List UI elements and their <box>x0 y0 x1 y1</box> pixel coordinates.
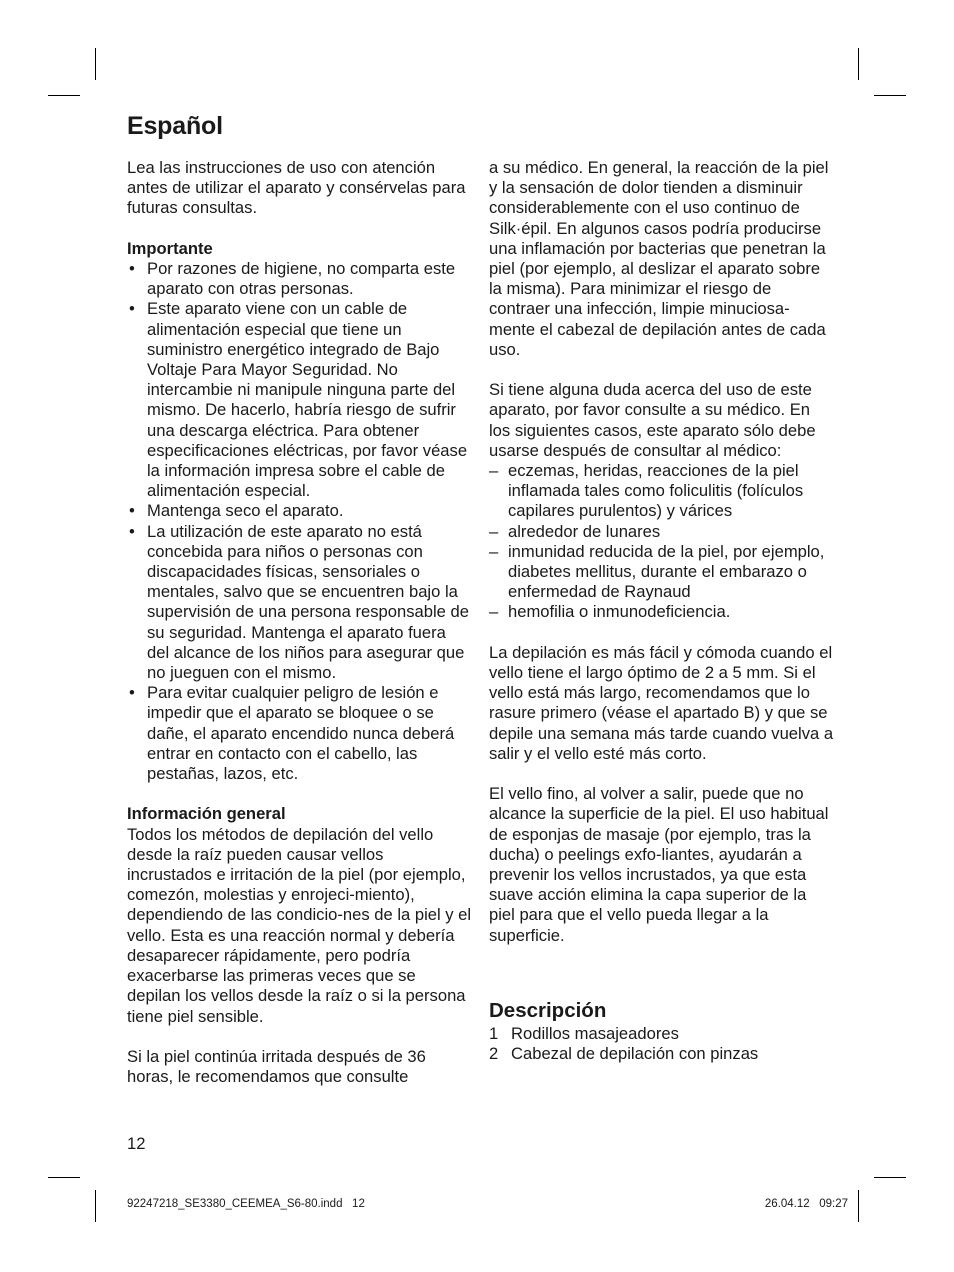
list-item: 1 Rodillos masajeadores <box>489 1024 679 1044</box>
general-info-paragraph: Todos los métodos de depilación del vello desde la raíz pueden causar vellos incrustados e irritación de la piel (por ejemplo, comezón, molestias y enrojeci-miento), dependiendo de las condicio-nes de la piel y el vello. Esta es una reacción normal y debería desaparecer rápidamente, pero podría exacerbarse las primeras veces que se depilan los vellos desde la raíz o si la persona tiene piel sensible. <box>127 824 472 1026</box>
list-item: 2 Cabezal de depilación con pinzas <box>489 1044 759 1064</box>
epilation-paragraph: La depilación es más fácil y cómoda cuando el vello tiene el largo óptimo de 2 a 5 mm. Si el vello está más largo, recomendamos que lo rasure primero (véase el apartado B) y que se depile una semana más tarde cuando vuelva a salir y el vello esté más corto. <box>489 642 834 763</box>
important-heading: Importante <box>127 238 213 258</box>
crop-mark-top-left-vertical <box>95 48 96 80</box>
item-number: 1 <box>489 1024 499 1044</box>
crop-mark-top-left-horizontal <box>48 95 80 96</box>
general-info-heading: Información general <box>127 804 286 824</box>
irritation-paragraph: Si la piel continúa irritada después de 36 horas, le recomendamos que consulte <box>127 1046 426 1087</box>
crop-mark-bottom-right-vertical <box>858 1190 859 1222</box>
crop-mark-bottom-right-horizontal <box>874 1177 906 1178</box>
footer-filename: 92247218_SE3380_CEEMEA_S6-80.indd 12 <box>127 1198 365 1210</box>
list-item: • La utilización de este aparato no está concebida para niños o personas con discapacidades físicas, sensoriales o mentales, salvo que se encuentren bajo la supervisión de una persona responsable de su seguridad. Mantenga el aparato fuera del alcance de los niños para asegurar que no jueguen con el mismo. <box>129 521 469 683</box>
list-item: • Este aparato viene con un cable de alimentación especial que tiene un suministro energético integrado de Bajo Voltaje Para Mayor Seguridad. No intercambie ni manipule ninguna parte del mismo. De hacerlo, habría riesgo de sufrir una descarga eléctrica. Para obtener especificaciones eléctricas, por favor véase la información impresa sobre el cable de alimentación especial. <box>129 299 468 501</box>
list-item: – eczemas, heridas, reacciones de la piel inflamada tales como foliculitis (folículos capilares purulentos) y várices <box>489 461 804 521</box>
list-item: • Por razones de higiene, no comparta este aparato con otras personas. <box>129 259 456 299</box>
list-item: – alrededor de lunares <box>489 521 661 541</box>
bullet-icon: • <box>129 521 135 541</box>
doubt-paragraph: Si tiene alguna duda acerca del uso de este aparato, por favor consulte a su médico. En los siguientes casos, este aparato sólo debe usarse después de consultar al médico: <box>489 380 816 460</box>
important-list <box>127 259 472 784</box>
bullet-icon: • <box>129 683 135 703</box>
dash-icon: – <box>489 602 499 622</box>
intro-paragraph: Lea las instrucciones de uso con atención antes de utilizar el aparato y consérvelas para futuras consultas. <box>127 158 466 218</box>
fine-hair-paragraph: El vello fino, al volver a salir, puede que no alcance la superficie de la piel. El uso habitual de esponjas de masaje (por ejemplo, tras la ducha) o peelings exfo-liantes, ayudarán a prevenir los vellos incrustados, ya que esta suave acción elimina la capa superior de la piel para que el vello pueda llegar a la superficie. <box>489 784 829 945</box>
crop-mark-bottom-left-horizontal <box>48 1177 80 1178</box>
dash-icon: – <box>489 461 499 481</box>
conditions-list <box>489 461 834 623</box>
dash-icon: – <box>489 541 499 561</box>
continuation-paragraph: a su médico. En general, la reacción de la piel y la sensación de dolor tienden a disminuir considerablemente con el uso continuo de Silk·épil. En algunos casos podría producirse una inflamación por bacterias que penetran la piel (por ejemplo, al deslizar el aparato sobre la misma). Para minimizar el riesgo de contraer una infección, limpie minuciosa-mente el cabezal de depilación antes de cada uso. <box>489 158 829 359</box>
list-item: – inmunidad reducida de la piel, por ejemplo, diabetes mellitus, durante el embarazo o enfermedad de Raynaud <box>489 541 825 602</box>
list-item: – hemofilia o inmunodeficiencia. <box>489 602 731 622</box>
footer-datetime: 26.04.12 09:27 <box>764 1198 848 1210</box>
description-heading: Descripción <box>489 999 607 1023</box>
left-column <box>127 158 472 1087</box>
list-item: • Para evitar cualquier peligro de lesión e impedir que el aparato se bloquee o se dañe, el aparato encendido nunca deberá entrar en contacto con el cabello, las pestañas, lazos, etc. <box>129 683 455 784</box>
bullet-icon: • <box>129 299 135 319</box>
bullet-icon: • <box>129 259 135 278</box>
crop-mark-bottom-left-vertical <box>95 1190 96 1222</box>
bullet-icon: • <box>129 501 135 521</box>
right-column <box>489 158 834 1064</box>
item-number: 2 <box>489 1044 499 1064</box>
crop-mark-top-right-horizontal <box>874 95 906 96</box>
page-title: Español <box>127 112 223 140</box>
list-item: • Mantenga seco el aparato. <box>129 501 344 521</box>
dash-icon: – <box>489 521 499 541</box>
page-number: 12 <box>127 1134 146 1153</box>
description-list <box>489 1024 834 1064</box>
crop-mark-top-right-vertical <box>858 48 859 80</box>
